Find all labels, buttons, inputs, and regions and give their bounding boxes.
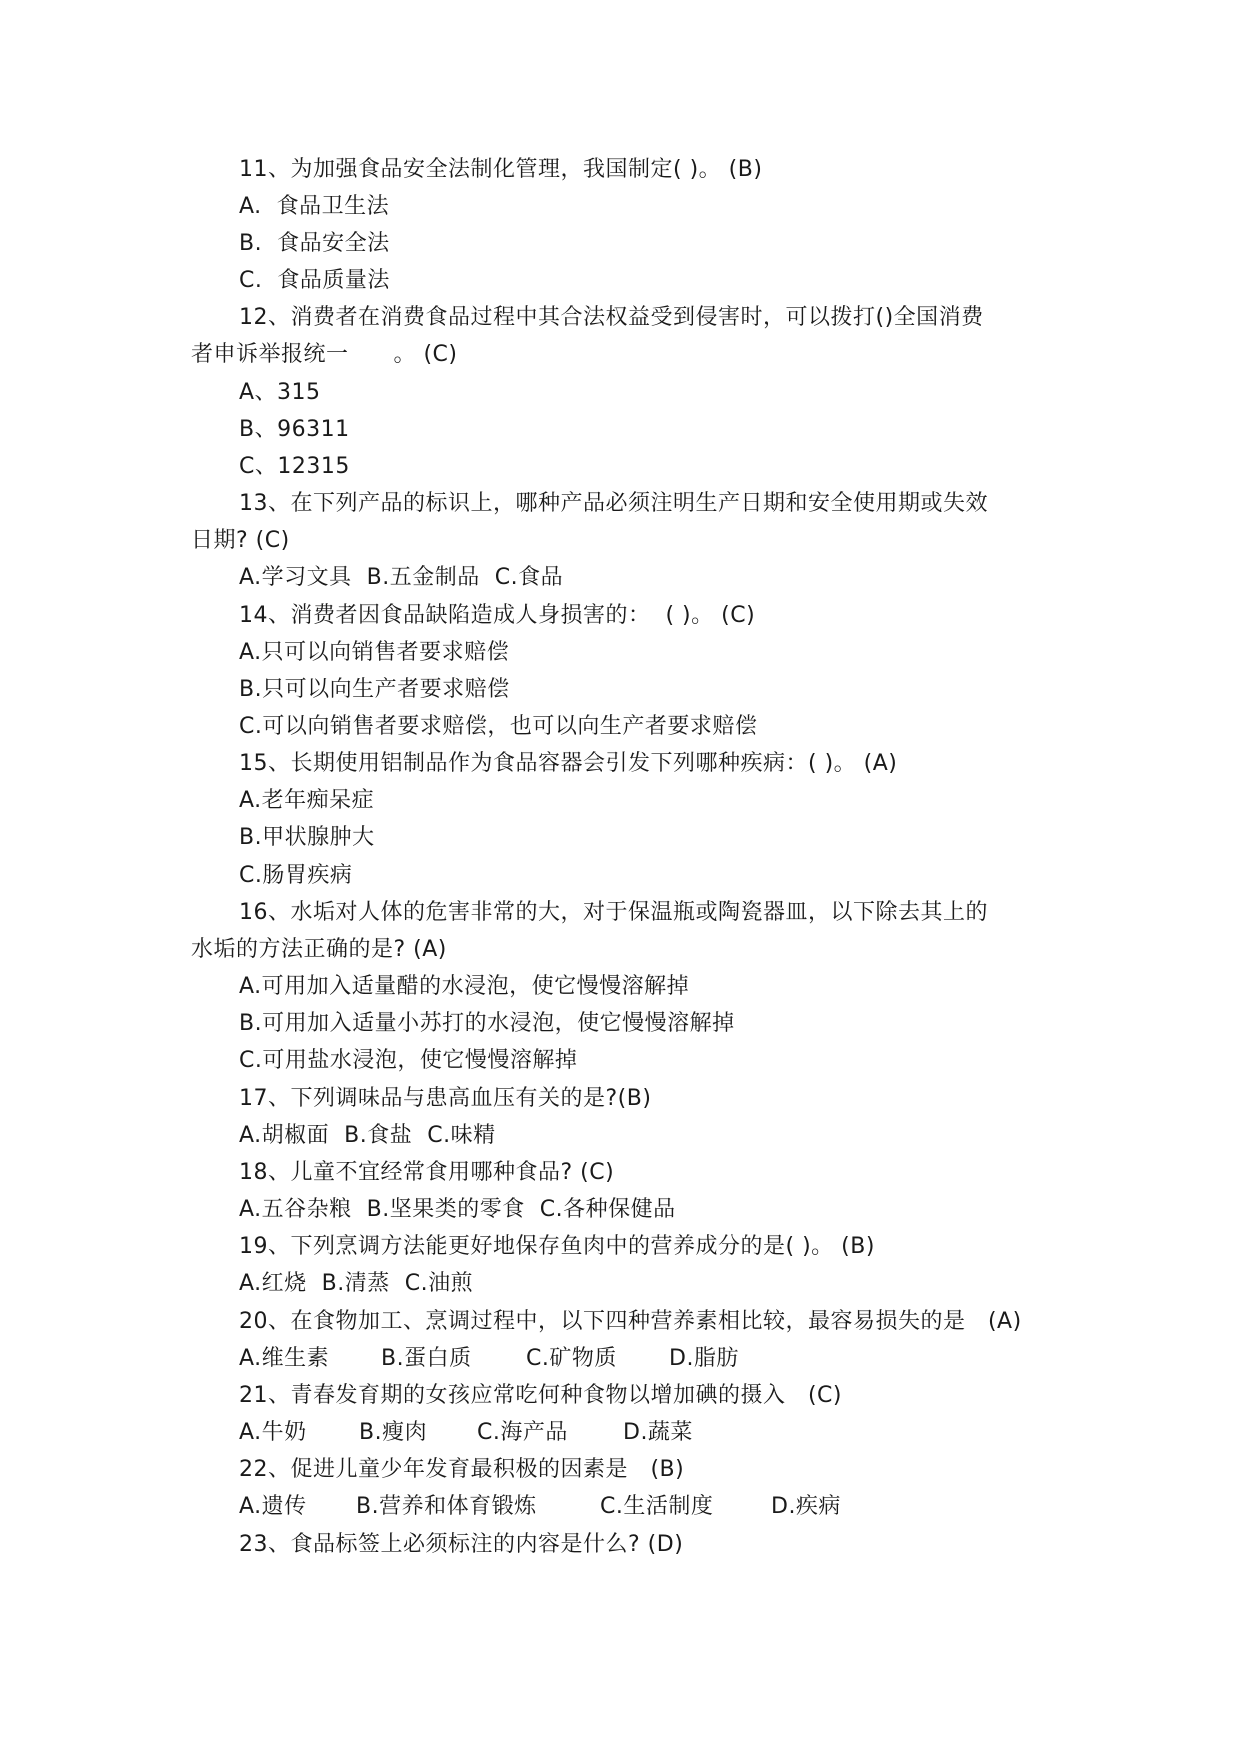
question-22: 22、促进儿童少年发育最积极的因素是 (B) <box>239 1457 685 1482</box>
options-19: A.红烧 B.清蒸 C.油煎 <box>239 1271 474 1296</box>
option-15-b: B.甲状腺肿大 <box>239 825 375 850</box>
question-12-continued: 者申诉举报统一 。 (C) <box>191 342 458 367</box>
option-21-c: C.海产品 <box>477 1420 568 1445</box>
question-18: 18、儿童不宜经常食用哪种食品? (C) <box>239 1160 615 1185</box>
option-12-b: B、96311 <box>239 417 350 442</box>
option-20-c: C.矿物质 <box>526 1346 617 1371</box>
question-13-continued: 日期? (C) <box>191 528 290 553</box>
option-14-c: C.可以向销售者要求赔偿，也可以向生产者要求赔偿 <box>239 714 758 739</box>
option-11-b: B. 食品安全法 <box>239 231 390 256</box>
option-22-d: D.疾病 <box>771 1494 841 1519</box>
question-13: 13、在下列产品的标识上，哪种产品必须注明生产日期和安全使用期或失效 <box>239 491 988 516</box>
question-11: 11、为加强食品安全法制化管理，我国制定( )。 (B) <box>239 157 763 182</box>
options-18: A.五谷杂粮 B.坚果类的零食 C.各种保健品 <box>239 1197 676 1222</box>
option-20-d: D.脂肪 <box>669 1346 739 1371</box>
option-20-b: B.蛋白质 <box>381 1346 472 1371</box>
option-15-c: C.肠胃疾病 <box>239 863 353 888</box>
option-21-d: D.蔬菜 <box>623 1420 693 1445</box>
question-16: 16、水垢对人体的危害非常的大，对于保温瓶或陶瓷器皿，以下除去其上的 <box>239 900 988 925</box>
option-22-b: B.营养和体育锻炼 <box>356 1494 537 1519</box>
option-16-a: A.可用加入适量醋的水浸泡，使它慢慢溶解掉 <box>239 974 690 999</box>
option-11-a: A. 食品卫生法 <box>239 194 390 219</box>
option-14-a: A.只可以向销售者要求赔偿 <box>239 640 510 665</box>
question-15: 15、长期使用铝制品作为食品容器会引发下列哪种疾病：( )。 (A) <box>239 751 898 776</box>
option-11-c: C. 食品质量法 <box>239 268 390 293</box>
option-21-b: B.瘦肉 <box>359 1420 428 1445</box>
option-15-a: A.老年痴呆症 <box>239 788 375 813</box>
option-21-a: A.牛奶 <box>239 1420 307 1445</box>
option-14-b: B.只可以向生产者要求赔偿 <box>239 677 510 702</box>
option-16-c: C.可用盐水浸泡，使它慢慢溶解掉 <box>239 1048 578 1073</box>
option-12-c: C、12315 <box>239 454 350 479</box>
question-17: 17、下列调味品与患高血压有关的是?(B) <box>239 1086 652 1111</box>
question-21: 21、青春发育期的女孩应常吃何种食物以增加碘的摄入 (C) <box>239 1383 843 1408</box>
question-19: 19、下列烹调方法能更好地保存鱼肉中的营养成分的是( )。 (B) <box>239 1234 875 1259</box>
option-12-a: A、315 <box>239 380 321 405</box>
option-16-b: B.可用加入适量小苏打的水浸泡，使它慢慢溶解掉 <box>239 1011 735 1036</box>
question-20: 20、在食物加工、烹调过程中，以下四种营养素相比较，最容易损失的是 (A) <box>239 1309 1022 1334</box>
question-12: 12、消费者在消费食品过程中其合法权益受到侵害时，可以拨打()全国消费 <box>239 305 984 330</box>
options-17: A.胡椒面 B.食盐 C.味精 <box>239 1123 496 1148</box>
question-14: 14、消费者因食品缺陷造成人身损害的： ( )。 (C) <box>239 603 756 628</box>
option-22-c: C.生活制度 <box>600 1494 714 1519</box>
options-13: A.学习文具 B.五金制品 C.食品 <box>239 565 564 590</box>
option-22-a: A.遗传 <box>239 1494 307 1519</box>
question-16-continued: 水垢的方法正确的是? (A) <box>191 937 447 962</box>
option-20-a: A.维生素 <box>239 1346 330 1371</box>
question-23: 23、食品标签上必须标注的内容是什么? (D) <box>239 1532 684 1557</box>
